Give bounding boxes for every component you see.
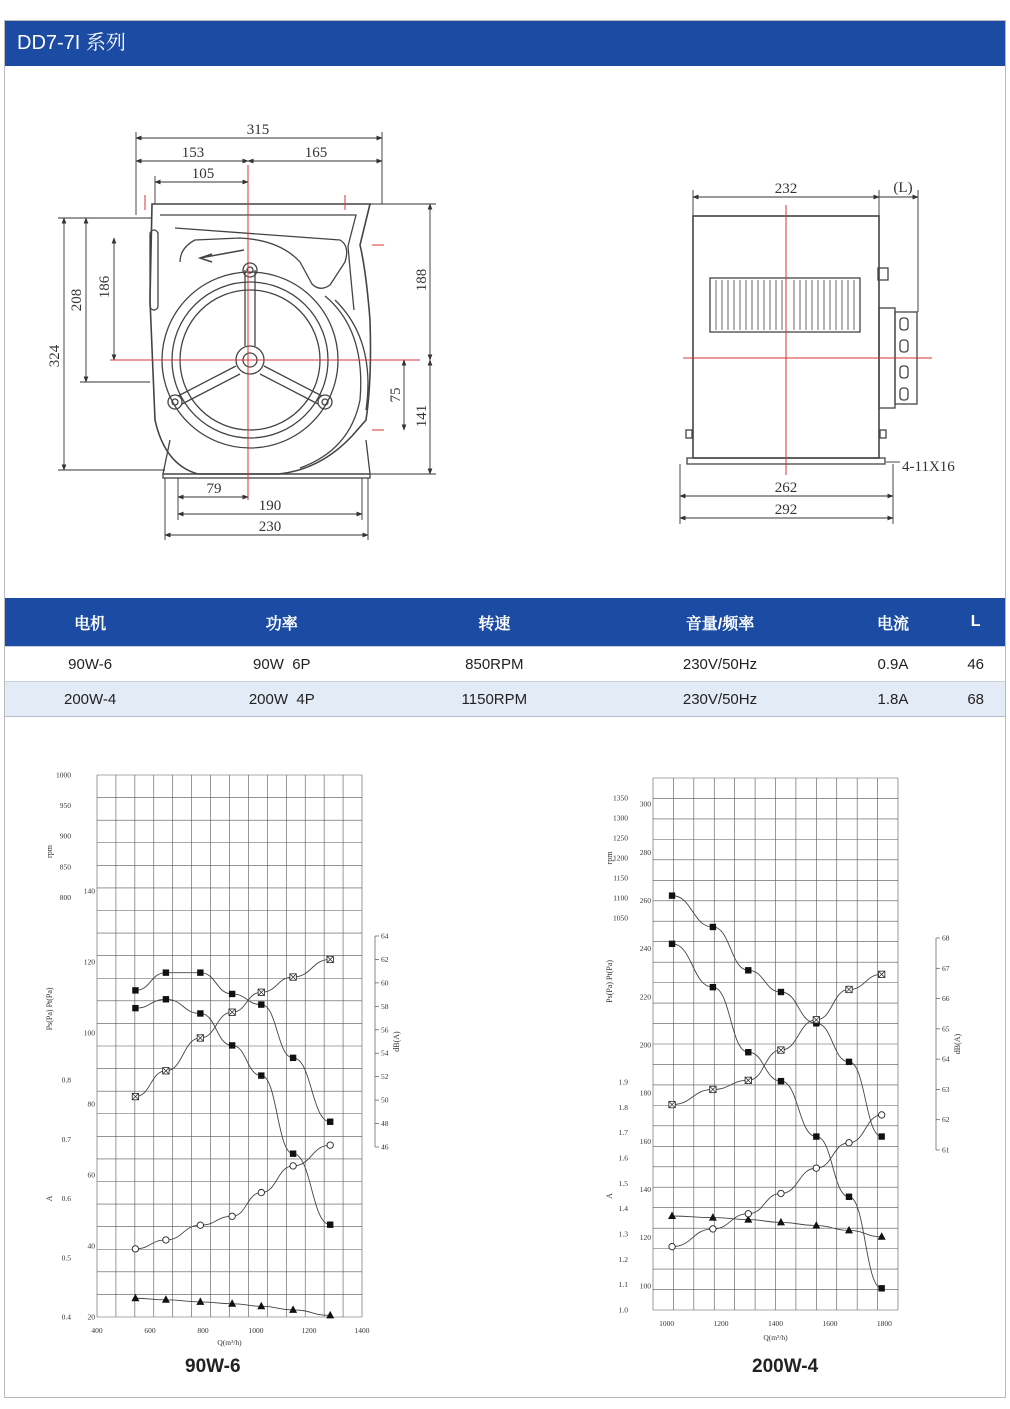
dim-262: 262 xyxy=(774,480,798,496)
dim-75: 75 xyxy=(388,387,404,403)
y-tick-label: 50 xyxy=(381,1095,389,1105)
x-tick-label: 1000 xyxy=(248,1326,264,1335)
data-point-square xyxy=(197,969,203,975)
dim-324: 324 xyxy=(47,344,63,368)
y-tick-label: 1000 xyxy=(56,770,71,780)
table-cell: 230V/50Hz xyxy=(600,647,839,682)
y-tick-label: 65 xyxy=(942,1024,950,1034)
data-point-circle xyxy=(290,1163,296,1169)
data-point-triangle xyxy=(131,1294,139,1302)
y-axis-rpm xyxy=(605,794,628,923)
dim-105: 105 xyxy=(191,166,215,182)
y-tick-label: 1.7 xyxy=(618,1128,628,1138)
dim-208: 208 xyxy=(69,288,85,312)
y-axis-label: rpm xyxy=(45,845,54,858)
data-point-triangle xyxy=(257,1302,265,1310)
data-point-triangle xyxy=(709,1213,717,1221)
data-point-square xyxy=(197,1010,203,1016)
x-tick-label: 1800 xyxy=(876,1319,892,1328)
y-tick-label: 160 xyxy=(639,1136,651,1146)
dim-holes: 4-11X16 xyxy=(902,459,955,475)
y-tick-label: 40 xyxy=(87,1241,95,1251)
y-tick-label: 200 xyxy=(639,1040,651,1050)
side-view-dimensions xyxy=(680,190,918,524)
y-tick-label: 0.7 xyxy=(61,1134,71,1144)
y-tick-label: 140 xyxy=(83,886,95,896)
y-tick-label: 1100 xyxy=(613,893,628,903)
y-axis-current xyxy=(45,1076,71,1322)
series-pt xyxy=(669,892,885,1139)
x-axis-label: Q(m³/h) xyxy=(763,1333,788,1342)
data-point-circle xyxy=(669,1243,675,1249)
performance-chart-90w-6 xyxy=(30,760,430,1350)
table-cell: 46 xyxy=(946,647,1005,682)
x-tick-label: 800 xyxy=(197,1326,209,1335)
data-point-circle xyxy=(745,1211,751,1217)
series-line xyxy=(672,1216,882,1237)
y-axis-label: Ps(Pa) Pt(Pa) xyxy=(45,987,54,1031)
y-tick-label: 58 xyxy=(381,1001,389,1011)
y-tick-label: 1.2 xyxy=(618,1254,628,1264)
table-cell: 1150RPM xyxy=(388,682,600,717)
y-tick-label: 62 xyxy=(942,1115,950,1125)
y-tick-label: 54 xyxy=(381,1048,389,1058)
data-point-circle xyxy=(846,1140,852,1146)
dim-153: 153 xyxy=(181,145,205,161)
dim-L: (L) xyxy=(893,180,913,196)
series-line xyxy=(135,959,330,1096)
y-tick-label: 48 xyxy=(381,1119,389,1129)
y-tick-label: 280 xyxy=(639,847,651,857)
data-point-circle xyxy=(327,1142,333,1148)
y-tick-label: 67 xyxy=(942,963,950,973)
page-title: DD7-7I 系列 xyxy=(5,21,1005,66)
performance-chart-200w-4 xyxy=(590,770,970,1350)
data-point-square xyxy=(290,1151,296,1157)
data-point-square xyxy=(878,1285,884,1291)
data-point-triangle xyxy=(668,1212,676,1220)
front-view-drawing xyxy=(150,204,371,478)
data-point-triangle xyxy=(878,1232,886,1240)
dim-79: 79 xyxy=(206,481,222,497)
col-header: 电流 xyxy=(840,598,947,647)
y-axis-pressure xyxy=(605,800,651,1291)
y-axis-label: dB(A) xyxy=(953,1033,962,1055)
data-point-triangle xyxy=(326,1311,334,1319)
y-tick-label: 62 xyxy=(381,954,389,964)
table-row xyxy=(5,682,1005,717)
grid xyxy=(653,778,898,1310)
data-point-triangle xyxy=(812,1221,820,1229)
data-point-circle xyxy=(878,1112,884,1118)
table-cell: 68 xyxy=(946,682,1005,717)
dim-190: 190 xyxy=(258,498,282,514)
data-point-triangle xyxy=(777,1218,785,1226)
table-cell: 90W 6P xyxy=(175,647,388,682)
data-point-circle xyxy=(163,1237,169,1243)
y-tick-label: 1250 xyxy=(613,833,628,843)
data-point-square xyxy=(813,1133,819,1139)
y-tick-label: 1.6 xyxy=(618,1153,628,1163)
y-tick-label: 120 xyxy=(83,957,95,967)
series-line xyxy=(135,999,330,1224)
dim-186: 186 xyxy=(97,275,113,299)
series-line xyxy=(672,896,882,1137)
data-point-square xyxy=(327,1119,333,1125)
dim-230: 230 xyxy=(258,519,282,535)
dim-292: 292 xyxy=(774,502,798,518)
x-tick-label: 1400 xyxy=(354,1326,370,1335)
data-point-triangle xyxy=(162,1295,170,1303)
data-point-square xyxy=(669,892,675,898)
side-view-dimension-labels xyxy=(775,180,956,518)
dim-232: 232 xyxy=(774,181,798,197)
dim-188: 188 xyxy=(414,268,430,292)
chart-caption-200w-4: 200W-4 xyxy=(752,1356,819,1377)
data-point-square xyxy=(669,941,675,947)
data-point-square xyxy=(290,1055,296,1061)
y-tick-label: 950 xyxy=(59,801,71,811)
data-point-square xyxy=(132,987,138,993)
series-ps xyxy=(132,996,333,1228)
x-tick-label: 1000 xyxy=(659,1319,675,1328)
front-view-dimensions xyxy=(58,132,436,540)
y-tick-label: 1.8 xyxy=(618,1102,628,1112)
table-header-row xyxy=(5,598,1005,647)
y-tick-label: 180 xyxy=(639,1088,651,1098)
x-tick-label: 600 xyxy=(144,1326,156,1335)
series-line xyxy=(135,1145,330,1249)
series-ps xyxy=(669,941,885,1292)
y-tick-label: 63 xyxy=(942,1084,950,1094)
table-cell: 0.9A xyxy=(840,647,947,682)
y-tick-label: 1.1 xyxy=(618,1280,628,1290)
y-tick-label: 100 xyxy=(83,1028,95,1038)
table-row xyxy=(5,647,1005,682)
series-db-a- xyxy=(132,956,333,1100)
y-tick-label: 60 xyxy=(381,978,389,988)
x-tick-label: 1400 xyxy=(768,1319,783,1328)
y-tick-label: 20 xyxy=(87,1312,95,1322)
table-cell: 230V/50Hz xyxy=(600,682,839,717)
y-tick-label: 0.5 xyxy=(61,1253,71,1263)
y-tick-label: 1050 xyxy=(613,913,628,923)
data-point-triangle xyxy=(196,1297,204,1305)
y-tick-label: 1.4 xyxy=(618,1204,628,1214)
y-tick-label: 66 xyxy=(942,994,950,1004)
y-axis-noise xyxy=(375,932,401,1152)
y-tick-label: 0.6 xyxy=(61,1194,71,1203)
y-tick-label: 1.3 xyxy=(618,1229,628,1239)
dim-165: 165 xyxy=(304,145,328,161)
table-cell: 1.8A xyxy=(840,682,947,717)
data-point-square xyxy=(846,1059,852,1065)
y-axis-noise xyxy=(936,934,962,1155)
y-tick-label: 120 xyxy=(639,1233,651,1243)
data-point-square xyxy=(163,996,169,1002)
y-tick-label: 300 xyxy=(639,799,651,809)
data-point-square xyxy=(745,1049,751,1055)
col-header: 转速 xyxy=(388,598,600,647)
data-point-square xyxy=(710,924,716,930)
col-header: 电机 xyxy=(5,598,175,647)
y-axis-label: A xyxy=(605,1193,614,1199)
y-tick-label: 52 xyxy=(381,1072,389,1082)
data-point-circle xyxy=(132,1246,138,1252)
x-tick-label: 400 xyxy=(91,1326,103,1335)
y-tick-label: 64 xyxy=(942,1054,950,1064)
y-tick-label: 900 xyxy=(59,831,71,841)
x-tick-label: 1200 xyxy=(301,1326,317,1335)
series-a xyxy=(669,1112,885,1250)
spec-table xyxy=(5,598,1005,717)
data-point-circle xyxy=(778,1190,784,1196)
data-point-circle xyxy=(813,1165,819,1171)
series-a xyxy=(132,1142,333,1252)
side-view-drawing xyxy=(686,216,917,464)
y-tick-label: 60 xyxy=(87,1170,95,1180)
technical-drawings xyxy=(0,0,1010,600)
series-rpm xyxy=(668,1212,886,1240)
series-line xyxy=(672,1115,882,1247)
data-point-square xyxy=(745,967,751,973)
table-cell: 850RPM xyxy=(388,647,600,682)
x-axis-label: Q(m³/h) xyxy=(217,1338,242,1347)
y-tick-label: 1.5 xyxy=(618,1178,628,1188)
data-point-triangle xyxy=(845,1226,853,1234)
series-rpm xyxy=(131,1294,334,1319)
y-axis-label: Ps(Pa) Pt(Pa) xyxy=(605,959,614,1003)
data-point-triangle xyxy=(289,1305,297,1313)
table-cell: 200W-4 xyxy=(5,682,175,717)
dim-315: 315 xyxy=(246,122,270,138)
data-point-square xyxy=(778,1078,784,1084)
x-tick-label: 1200 xyxy=(713,1319,729,1328)
col-header: 功率 xyxy=(175,598,388,647)
chart-caption-90w-6: 90W-6 xyxy=(185,1356,241,1377)
front-view-dimension-labels xyxy=(47,122,430,535)
y-tick-label: 56 xyxy=(381,1025,389,1035)
y-tick-label: 220 xyxy=(639,992,651,1002)
y-tick-label: 46 xyxy=(381,1142,389,1152)
data-point-square xyxy=(878,1133,884,1139)
y-tick-label: 1300 xyxy=(613,813,628,823)
y-axis-label: A xyxy=(45,1195,54,1202)
data-point-square xyxy=(258,1001,264,1007)
data-point-square xyxy=(710,984,716,990)
dim-141: 141 xyxy=(414,404,430,428)
y-axis-current xyxy=(605,1078,628,1315)
y-axis-rpm xyxy=(45,771,71,902)
series-line xyxy=(672,944,882,1288)
y-tick-label: 0.4 xyxy=(61,1312,71,1322)
y-tick-label: 1.0 xyxy=(618,1305,628,1315)
y-tick-label: 800 xyxy=(59,892,71,902)
x-tick-label: 1600 xyxy=(822,1319,838,1328)
data-point-circle xyxy=(197,1222,203,1228)
y-tick-label: 240 xyxy=(639,944,651,954)
y-tick-label: 850 xyxy=(59,862,71,872)
y-tick-label: 1200 xyxy=(613,853,628,863)
data-point-circle xyxy=(258,1189,264,1195)
y-axis-label: rpm xyxy=(605,851,614,865)
data-point-square xyxy=(163,969,169,975)
y-tick-label: 80 xyxy=(87,1099,95,1109)
y-tick-label: 100 xyxy=(639,1281,651,1291)
data-point-square xyxy=(132,1005,138,1011)
y-tick-label: 1150 xyxy=(613,873,628,883)
y-tick-label: 64 xyxy=(381,931,389,941)
data-point-square xyxy=(229,991,235,997)
y-tick-label: 140 xyxy=(639,1185,651,1195)
col-header: 音量/频率 xyxy=(600,598,839,647)
y-axis-label: dB(A) xyxy=(392,1031,401,1052)
table-cell: 200W 4P xyxy=(175,682,388,717)
data-point-square xyxy=(778,989,784,995)
data-point-square xyxy=(229,1042,235,1048)
y-tick-label: 260 xyxy=(639,895,651,905)
y-tick-label: 68 xyxy=(942,933,950,943)
data-point-square xyxy=(846,1194,852,1200)
table-cell: 90W-6 xyxy=(5,647,175,682)
data-point-circle xyxy=(229,1213,235,1219)
y-tick-label: 1350 xyxy=(613,793,628,803)
y-tick-label: 0.8 xyxy=(61,1075,71,1085)
data-point-circle xyxy=(710,1226,716,1232)
y-tick-label: 1.9 xyxy=(618,1077,628,1087)
data-point-square xyxy=(327,1222,333,1228)
data-point-square xyxy=(258,1072,264,1078)
y-tick-label: 61 xyxy=(942,1145,950,1155)
col-header: L xyxy=(946,598,1005,647)
